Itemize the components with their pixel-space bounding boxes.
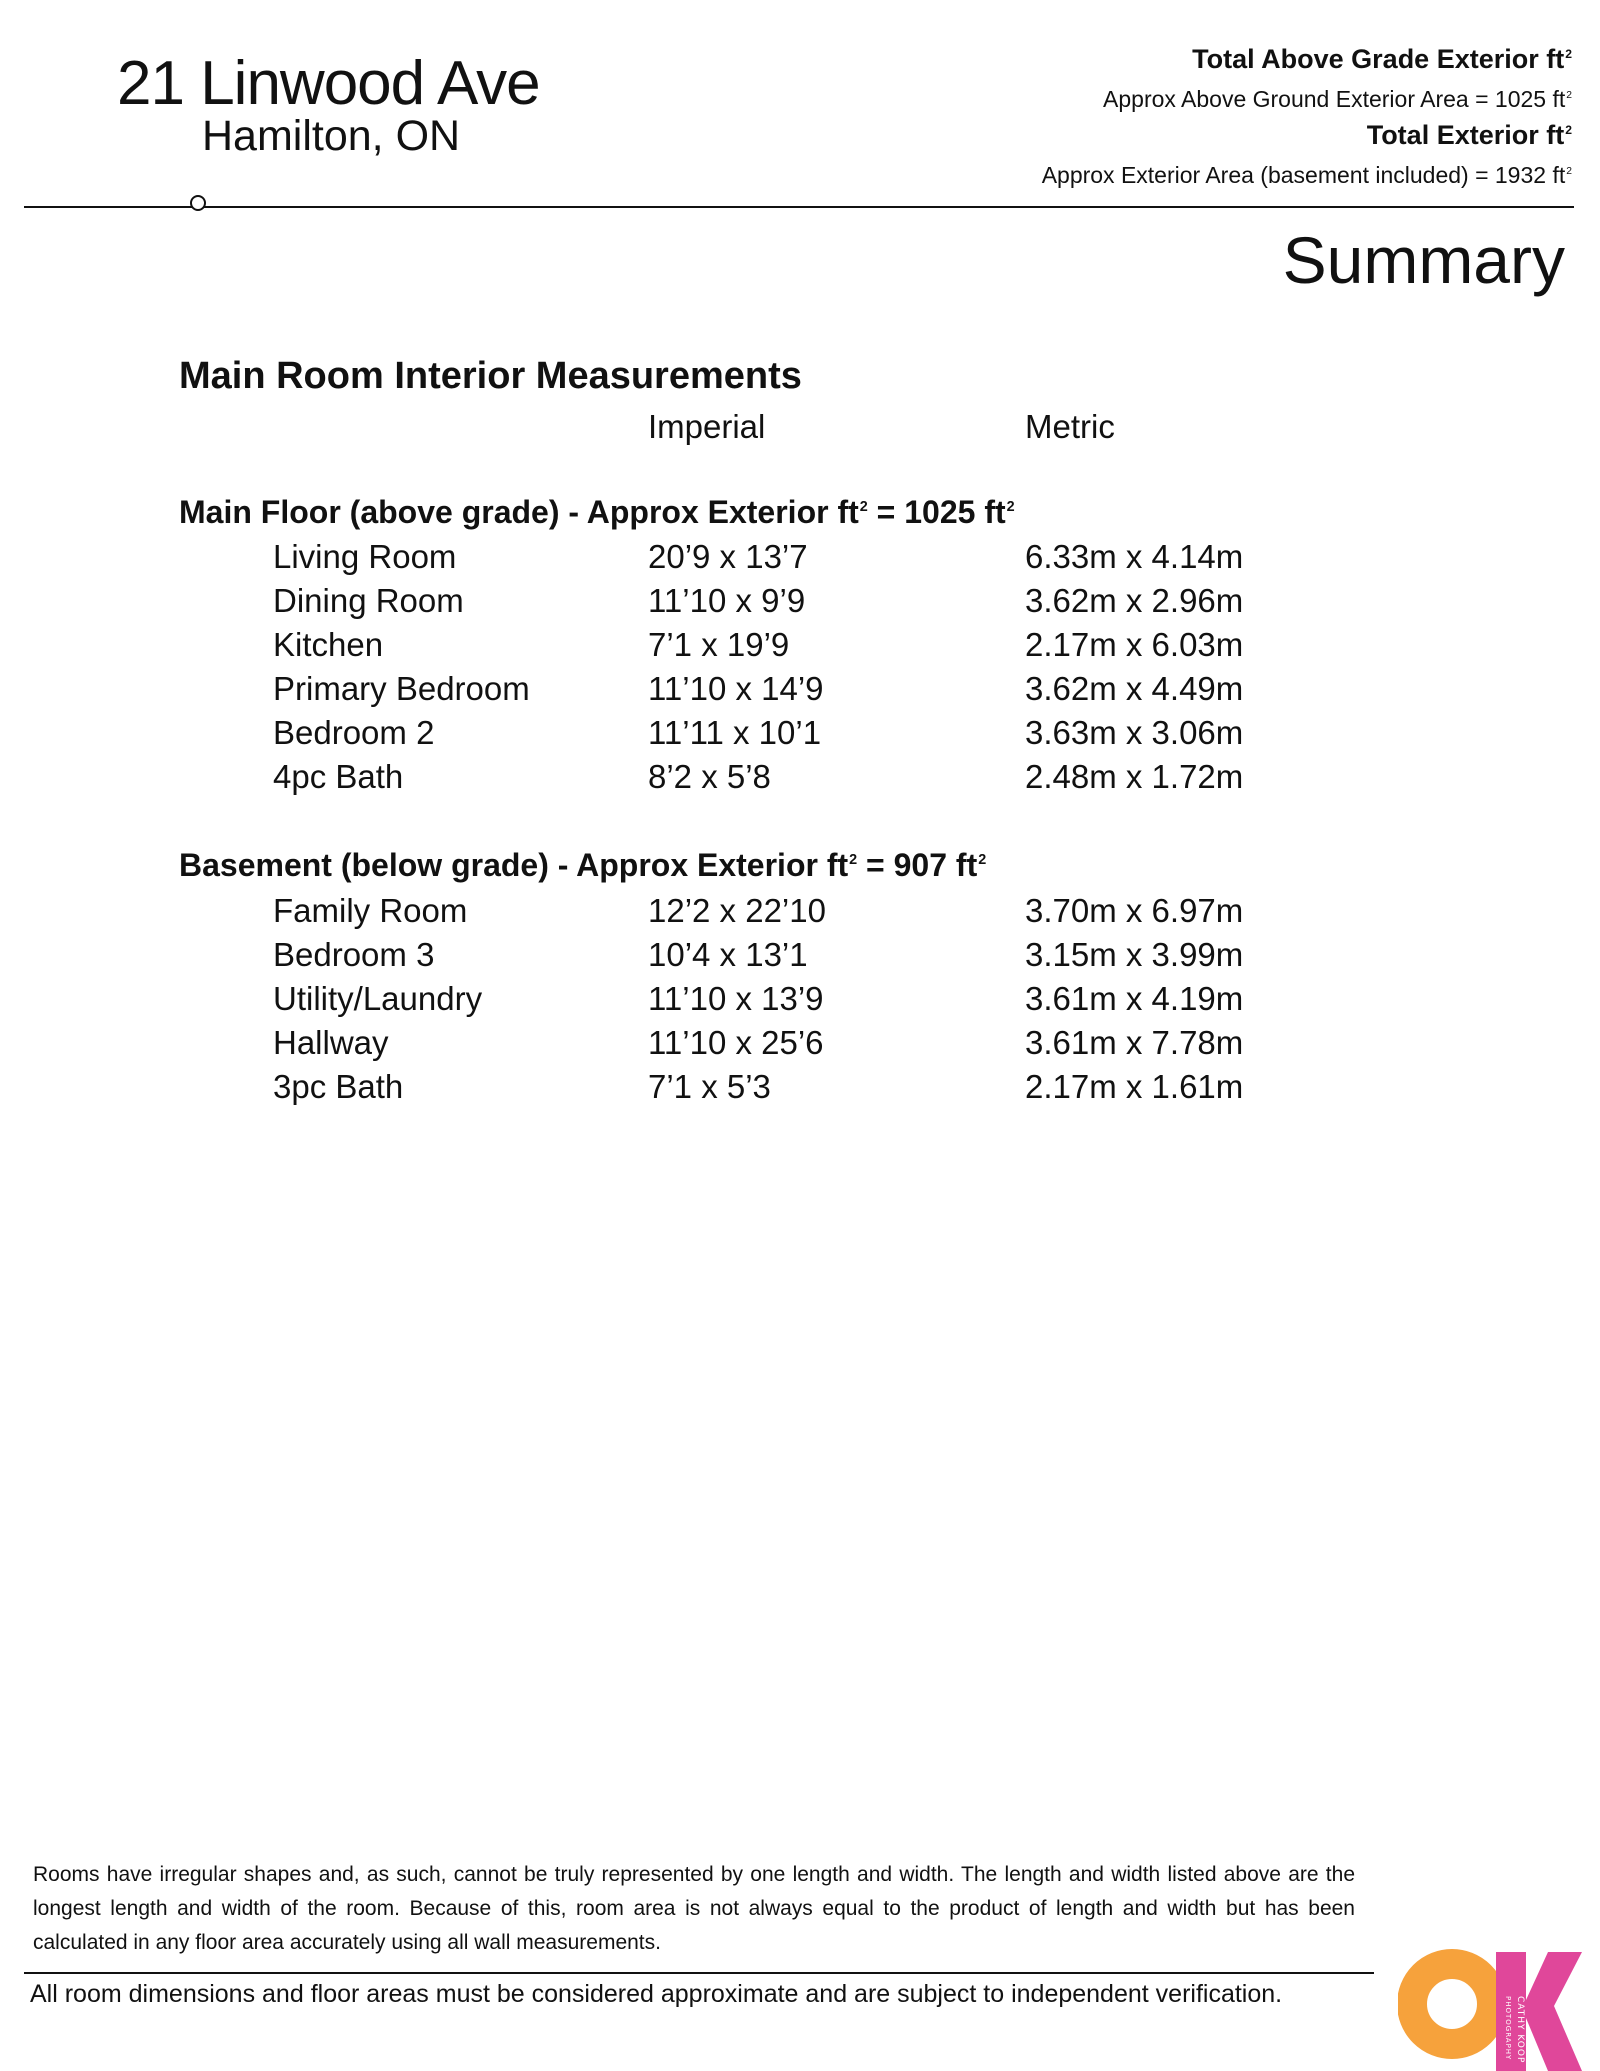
room-metric: 3.62m x 2.96m	[1025, 582, 1244, 619]
total-exterior-title: Total Exterior $ft^2$	[1366, 120, 1572, 150]
room-name: Bedroom 3	[273, 936, 435, 973]
section-heading: Main Room Interior Measurements	[179, 355, 802, 397]
room-row-kitchen	[0, 626, 1600, 670]
room-name: Hallway	[273, 1024, 389, 1061]
room-name: Utility/Laundry	[273, 980, 483, 1017]
room-row-3pc-bath	[0, 1068, 1600, 1112]
cathy-koop-photography-logo	[1398, 1936, 1584, 2071]
room-name: 4pc Bath	[273, 758, 404, 795]
room-imperial: 8’2 x 5’8	[648, 758, 771, 795]
room-imperial: 10’4 x 13’1	[648, 936, 808, 973]
room-metric: 2.48m x 1.72m	[1025, 758, 1244, 795]
header-divider	[24, 206, 1574, 208]
logo-name-text: CATHY KOOP	[1515, 1996, 1525, 2064]
total-exterior-value: Approx Exterior Area (basement included) = 1932 $ft^2$	[1041, 162, 1572, 188]
footer-divider	[24, 1972, 1374, 1974]
room-metric: 3.70m x 6.97m	[1025, 892, 1244, 929]
room-row-4pc-bath	[0, 758, 1600, 802]
room-row-bedroom-2	[0, 714, 1600, 758]
total-above-grade-value: Approx Above Ground Exterior Area = 1025 $ft^2$	[1103, 86, 1572, 112]
room-name: Living Room	[273, 538, 457, 575]
room-imperial: 7’1 x 5’3	[648, 1068, 771, 1105]
room-metric: 3.15m x 3.99m	[1025, 936, 1244, 973]
logo-tagline-text: PHOTOGRAPHY	[1504, 1996, 1512, 2061]
room-metric: 3.61m x 7.78m	[1025, 1024, 1244, 1061]
room-metric: 3.61m x 4.19m	[1025, 980, 1244, 1017]
room-imperial: 11’10 x 13’9	[648, 980, 824, 1017]
room-imperial: 11’10 x 14’9	[648, 670, 824, 707]
room-row-primary-bedroom	[0, 670, 1600, 714]
room-name: 3pc Bath	[273, 1068, 404, 1105]
logo-letter-o	[1412, 1964, 1492, 2044]
room-row-utility-laundry	[0, 980, 1600, 1024]
room-metric: 3.63m x 3.06m	[1025, 714, 1244, 751]
room-name: Bedroom 2	[273, 714, 435, 751]
room-imperial: 11’10 x 9’9	[648, 582, 806, 619]
column-header-metric: Metric	[1025, 408, 1115, 445]
room-imperial: 11’11 x 10’1	[648, 714, 822, 751]
column-header-imperial: Imperial	[648, 408, 766, 445]
room-row-family-room	[0, 892, 1600, 936]
measurement-disclaimer: Rooms have irregular shapes and, as such, cannot be truly represented by one length and width. The length and width listed above are the longest length and width of the room. Because of this, room area is not always equal to the product of length and width but has been calculated in any floor area accurately using all wall measurements.	[33, 1863, 1355, 1954]
total-above-grade-title: Total Above Grade Exterior $ft^2$	[1192, 44, 1572, 74]
footer-verification-note: All room dimensions and floor areas must be considered approximate and are subject to independent verification.	[30, 1980, 1283, 2008]
page-title: Summary	[1282, 223, 1565, 297]
room-name: Primary Bedroom	[273, 670, 530, 707]
divider-dot-marker	[190, 195, 206, 211]
room-metric: 2.17m x 6.03m	[1025, 626, 1244, 663]
room-imperial: 20’9 x 13’7	[648, 538, 808, 575]
main-floor-heading: Main Floor (above grade) - Approx Exterior $ft^2 = 1025$ $ft^2$	[179, 494, 1015, 530]
property-street-address: 21 Linwood Ave	[117, 49, 540, 118]
property-city: Hamilton, ON	[202, 112, 461, 160]
room-name: Kitchen	[273, 626, 384, 663]
room-row-bedroom-3	[0, 936, 1600, 980]
room-metric: 6.33m x 4.14m	[1025, 538, 1244, 575]
room-row-living-room	[0, 538, 1600, 582]
room-name: Dining Room	[273, 582, 464, 619]
basement-heading: Basement (below grade) - Approx Exterior $ft^2 = 907$ $ft^2$	[179, 847, 987, 883]
room-imperial: 12’2 x 22’10	[648, 892, 826, 929]
room-metric: 2.17m x 1.61m	[1025, 1068, 1244, 1105]
room-row-dining-room	[0, 582, 1600, 626]
room-row-hallway	[0, 1024, 1600, 1068]
room-name: Family Room	[273, 892, 468, 929]
room-metric: 3.62m x 4.49m	[1025, 670, 1244, 707]
room-imperial: 11’10 x 25’6	[648, 1024, 824, 1061]
room-imperial: 7’1 x 19’9	[648, 626, 790, 663]
